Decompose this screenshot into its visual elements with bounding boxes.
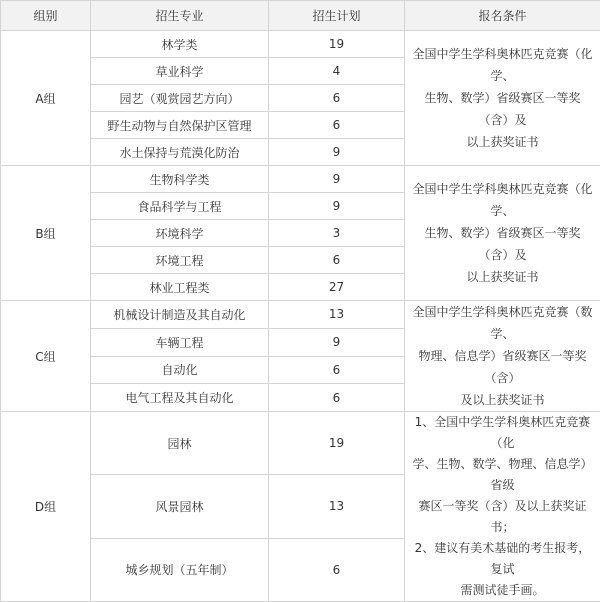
plan-cell: 9 xyxy=(269,193,405,220)
table-row xyxy=(1,166,600,193)
major-cell: 风景园林 xyxy=(91,475,269,538)
condition-line: 以上获奖证书 xyxy=(411,131,594,153)
condition-line: 1、全国中学生学科奥林匹克竞赛（化 xyxy=(411,412,594,454)
plan-cell: 3 xyxy=(269,220,405,247)
major-cell: 园艺（观赏园艺方向） xyxy=(91,85,269,112)
condition-line: 需测试徒手画。 xyxy=(411,580,594,601)
table-body xyxy=(1,31,600,602)
plan-cell: 9 xyxy=(269,166,405,193)
plan-cell: 6 xyxy=(269,247,405,274)
table-row xyxy=(1,301,600,329)
table-row xyxy=(1,31,600,58)
condition-line: 全国中学生学科奥林匹克竞赛（化学、 xyxy=(411,178,594,222)
group-name-cell: B组 xyxy=(1,166,91,301)
plan-cell: 19 xyxy=(269,412,405,475)
condition-line: 以上获奖证书 xyxy=(411,266,594,288)
condition-line: 生物、数学）省级赛区一等奖（含）及 xyxy=(411,87,594,131)
major-cell: 环境工程 xyxy=(91,247,269,274)
plan-cell: 13 xyxy=(269,301,405,329)
plan-cell: 27 xyxy=(269,274,405,301)
major-cell: 林业工程类 xyxy=(91,274,269,301)
condition-cell xyxy=(405,31,600,166)
plan-cell: 6 xyxy=(269,538,405,601)
plan-cell: 6 xyxy=(269,112,405,139)
plan-cell: 13 xyxy=(269,475,405,538)
major-cell: 电气工程及其自动化 xyxy=(91,384,269,412)
condition-cell xyxy=(405,166,600,301)
plan-cell: 6 xyxy=(269,85,405,112)
condition-line: 生物、数学）省级赛区一等奖（含）及 xyxy=(411,222,594,266)
table-row xyxy=(1,412,600,475)
plan-cell: 6 xyxy=(269,384,405,412)
major-cell: 生物科学类 xyxy=(91,166,269,193)
header-condition: 报名条件 xyxy=(405,1,600,31)
plan-cell: 9 xyxy=(269,328,405,356)
major-cell: 机械设计制造及其自动化 xyxy=(91,301,269,329)
condition-line: 全国中学生学科奥林匹克竞赛（化学、 xyxy=(411,43,594,87)
header-plan: 招生计划 xyxy=(269,1,405,31)
major-cell: 城乡规划（五年制） xyxy=(91,538,269,601)
group-name-cell: A组 xyxy=(1,31,91,166)
condition-line: 及以上获奖证书 xyxy=(411,389,594,411)
header-major: 招生专业 xyxy=(91,1,269,31)
header-group: 组别 xyxy=(1,1,91,31)
major-cell: 园林 xyxy=(91,412,269,475)
condition-line: 学、生物、数学、物理、信息学）省级 xyxy=(411,454,594,496)
major-cell: 草业科学 xyxy=(91,58,269,85)
condition-cell xyxy=(405,301,600,412)
condition-line: 全国中学生学科奥林匹克竞赛（数学、 xyxy=(411,301,594,345)
major-cell: 环境科学 xyxy=(91,220,269,247)
condition-line: 2、建议有美术基础的考生报考，复试 xyxy=(411,538,594,580)
major-cell: 野生动物与自然保护区管理 xyxy=(91,112,269,139)
major-cell: 车辆工程 xyxy=(91,328,269,356)
group-name-cell: D组 xyxy=(1,412,91,602)
major-cell: 水土保持与荒漠化防治 xyxy=(91,139,269,166)
major-cell: 林学类 xyxy=(91,31,269,58)
plan-cell: 4 xyxy=(269,58,405,85)
major-cell: 自动化 xyxy=(91,356,269,384)
major-cell: 食品科学与工程 xyxy=(91,193,269,220)
plan-cell: 9 xyxy=(269,139,405,166)
plan-cell: 19 xyxy=(269,31,405,58)
condition-line: 物理、信息学）省级赛区一等奖（含） xyxy=(411,345,594,389)
condition-cell xyxy=(405,412,600,602)
header-row xyxy=(1,1,600,31)
group-name-cell: C组 xyxy=(1,301,91,412)
plan-cell: 6 xyxy=(269,356,405,384)
condition-line: 赛区一等奖（含）及以上获奖证书； xyxy=(411,496,594,538)
